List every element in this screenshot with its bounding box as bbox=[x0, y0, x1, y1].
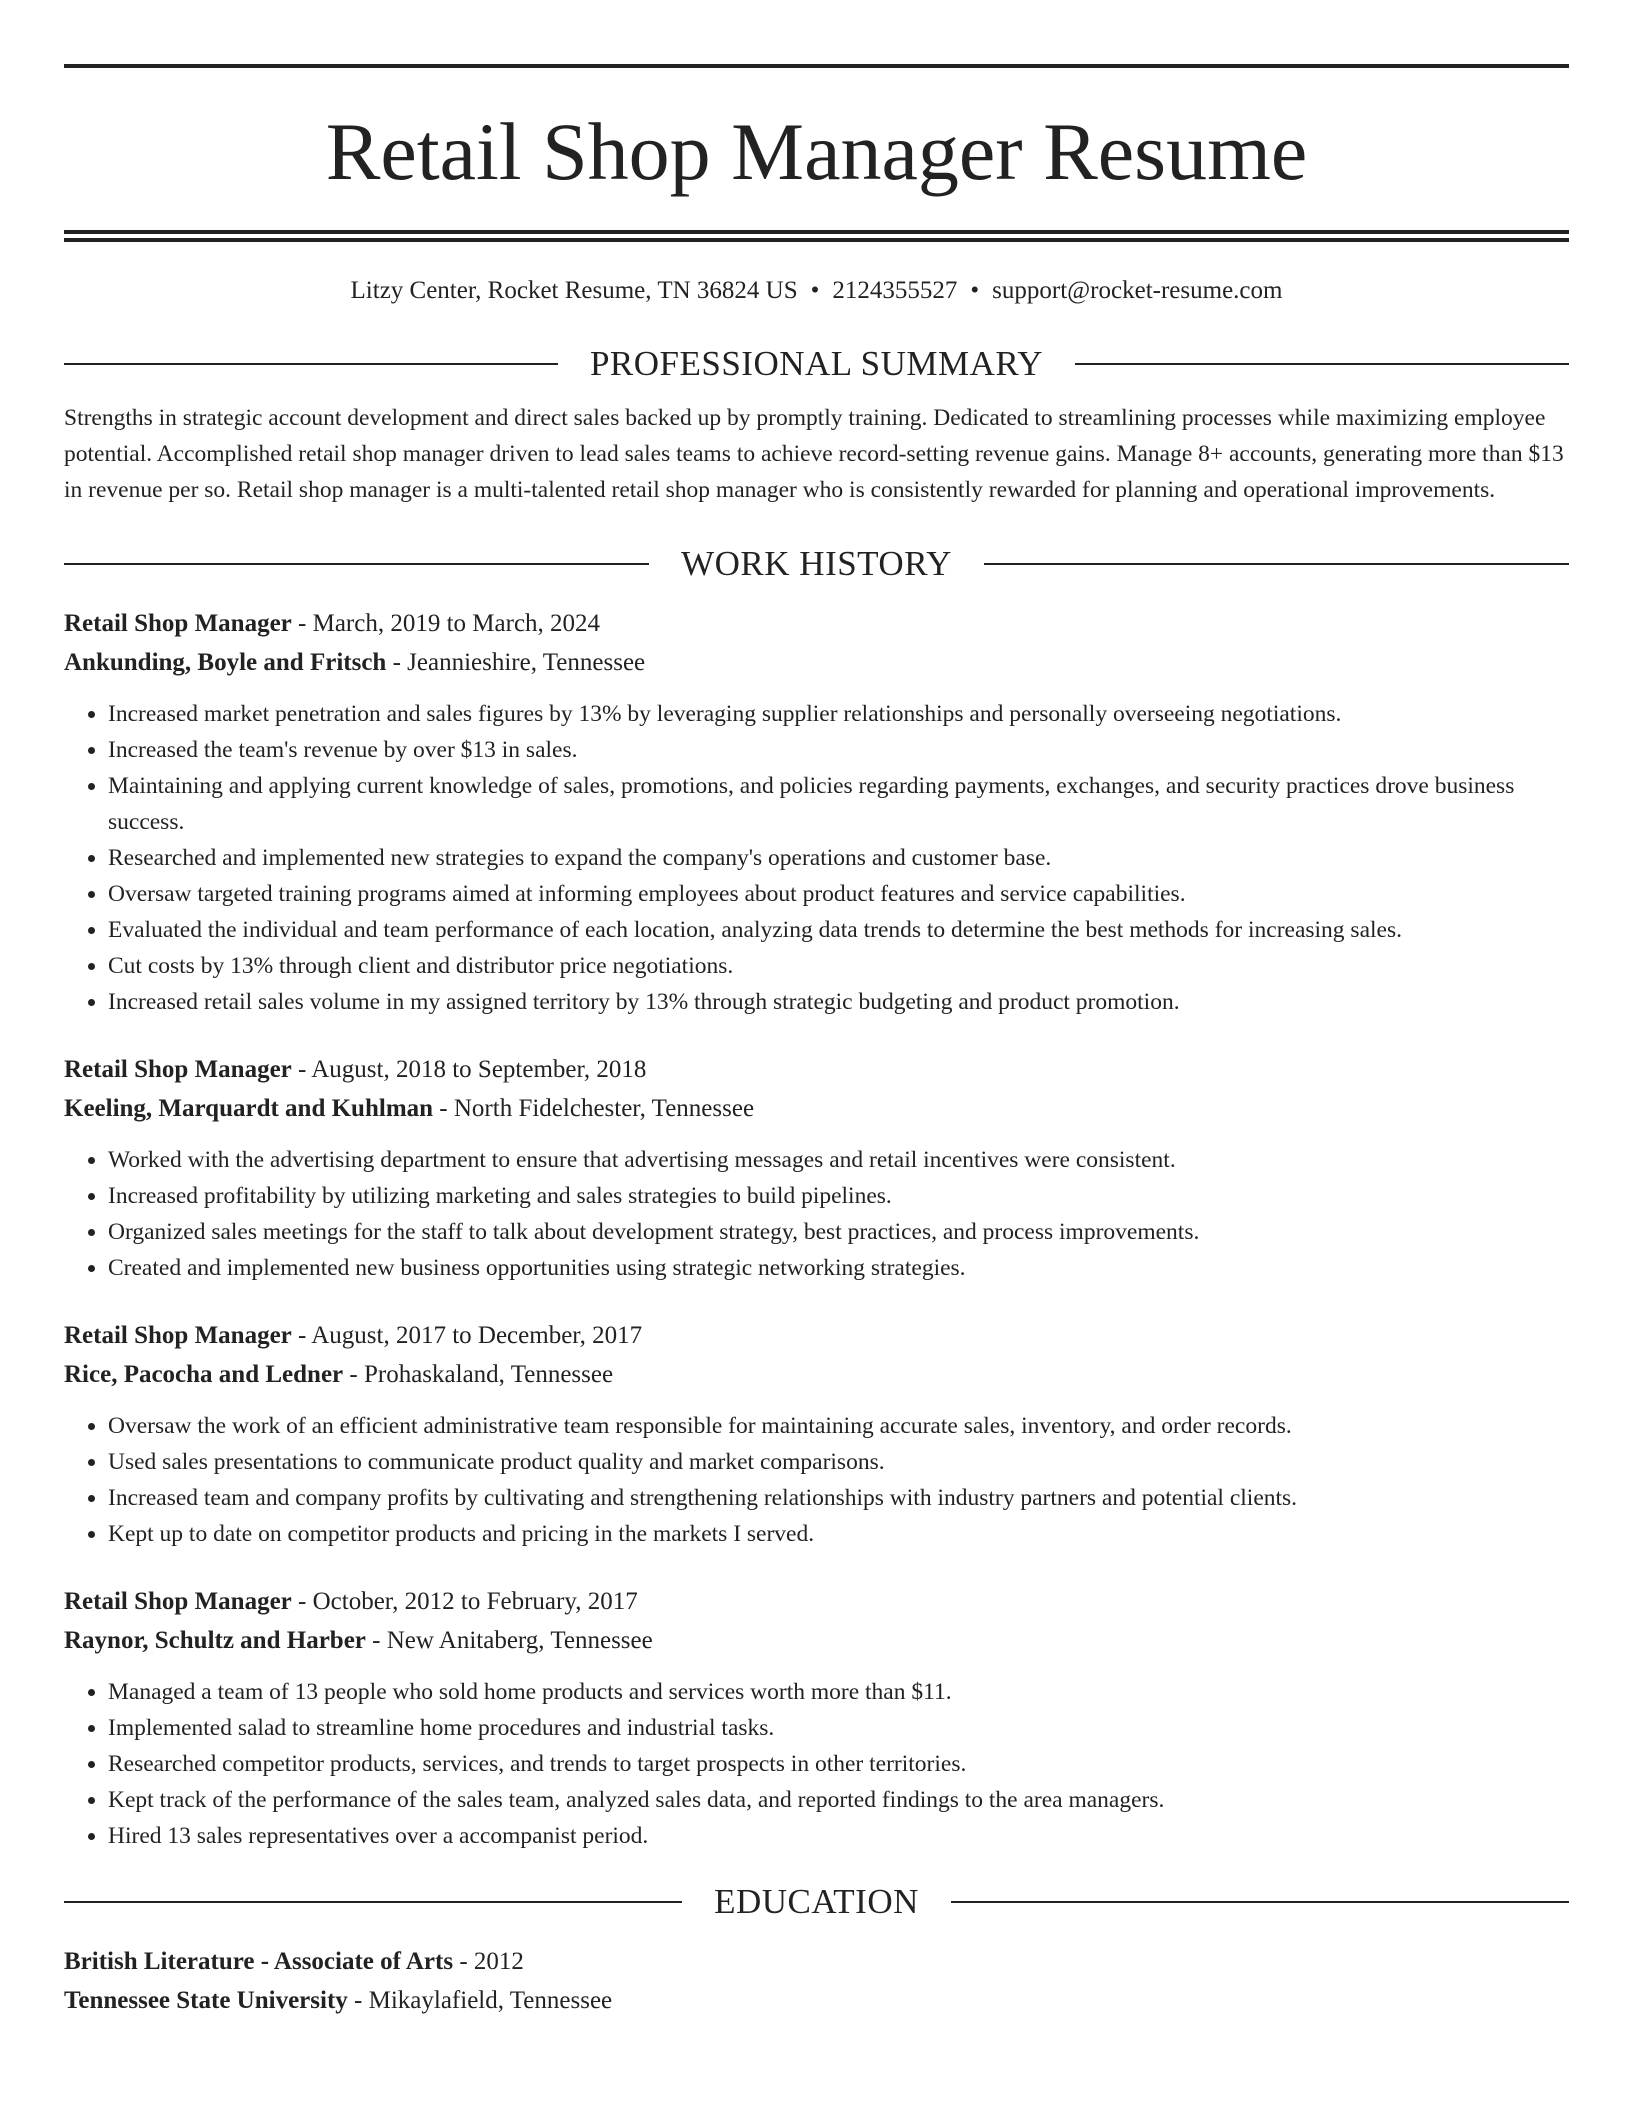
job-dash: - bbox=[365, 1627, 387, 1654]
education-year: 2012 bbox=[473, 1948, 524, 1975]
job-dash: - bbox=[433, 1095, 454, 1122]
job-bullet: • Used sales presentations to communicate product quality and market comparisons. bbox=[108, 1444, 1569, 1480]
job-bullet: • Cut costs by 13% through client and distributor price negotiations. bbox=[108, 948, 1569, 984]
job-title-line bbox=[64, 1316, 1569, 1355]
job-entry bbox=[64, 1316, 1569, 1552]
job-bullet-list bbox=[64, 696, 1569, 1020]
job-dash: - bbox=[291, 1056, 312, 1083]
section-heading-work-history bbox=[64, 542, 1569, 586]
heading-rule-left bbox=[64, 363, 558, 365]
education-location: Mikaylafield, Tennessee bbox=[368, 1987, 613, 2014]
job-bullet: • Researched and implemented new strategies to expand the company's operations and customer base. bbox=[108, 840, 1569, 876]
job-title: Retail Shop Manager bbox=[64, 610, 292, 637]
job-bullet: • Increased the team's revenue by over $13 in sales. bbox=[108, 732, 1569, 768]
job-company: Keeling, Marquardt and Kuhlman bbox=[64, 1095, 434, 1122]
job-entry bbox=[64, 1050, 1569, 1286]
summary-text: Strengths in strategic account development and direct sales backed up by promptly training. Dedicated to streamlining processes while maximizing employee potential. Accomplished retail shop manager driven to lead sales teams to achieve record-setting revenue gains. Manage 8+ accounts, generating more than $13 in revenue per so. Retail shop manager is a multi-talented retail shop manager who is consistently rewarded for planning and operational improvements. bbox=[64, 405, 1564, 503]
job-dash: - bbox=[291, 610, 313, 637]
job-company: Rice, Pacocha and Ledner bbox=[64, 1361, 344, 1388]
job-dates: August, 2018 to September, 2018 bbox=[311, 1056, 647, 1083]
contact-separator: • bbox=[970, 277, 980, 304]
heading-rule-left bbox=[64, 1901, 682, 1903]
heading-rule-right bbox=[951, 1901, 1569, 1903]
education-degree: British Literature - Associate of Arts bbox=[64, 1948, 454, 1975]
title-double-rule bbox=[64, 230, 1569, 242]
job-location: North Fidelchester, Tennessee bbox=[453, 1095, 755, 1122]
contact-address: Litzy Center, Rocket Resume, TN 36824 US bbox=[350, 277, 798, 304]
job-company-line bbox=[64, 1355, 1569, 1394]
job-title-line bbox=[64, 1582, 1569, 1621]
job-dash: - bbox=[291, 1588, 313, 1615]
job-bullet: • Researched competitor products, services, and trends to target prospects in other territories. bbox=[108, 1746, 1569, 1782]
top-rule bbox=[64, 64, 1569, 68]
page-title: Retail Shop Manager Resume bbox=[325, 106, 1308, 197]
section-title-work-history: WORK HISTORY bbox=[681, 544, 952, 583]
job-bullet: • Hired 13 sales representatives over a accompanist period. bbox=[108, 1818, 1569, 1854]
job-title-line bbox=[64, 604, 1569, 643]
education-school: Tennessee State University bbox=[64, 1987, 348, 2014]
job-bullet-list bbox=[64, 1408, 1569, 1552]
job-title: Retail Shop Manager bbox=[64, 1588, 292, 1615]
job-bullet: • Managed a team of 13 people who sold home products and services worth more than $11. bbox=[108, 1674, 1569, 1710]
section-heading-summary bbox=[64, 342, 1569, 386]
job-bullet: • Worked with the advertising department to ensure that advertising messages and retail incentives were consistent. bbox=[108, 1142, 1569, 1178]
job-bullet: • Oversaw the work of an efficient administrative team responsible for maintaining accurate sales, inventory, and order records. bbox=[108, 1408, 1569, 1444]
education-degree-line bbox=[64, 1942, 1569, 1981]
job-bullet: • Evaluated the individual and team performance of each location, analyzing data trends to determine the best methods for increasing sales. bbox=[108, 912, 1569, 948]
job-location: New Anitaberg, Tennessee bbox=[386, 1627, 653, 1654]
contact-email: support@rocket-resume.com bbox=[992, 277, 1283, 304]
job-bullet: • Increased retail sales volume in my assigned territory by 13% through strategic budgeting and product promotion. bbox=[108, 984, 1569, 1020]
education-dash: - bbox=[453, 1948, 474, 1975]
job-company: Raynor, Schultz and Harber bbox=[64, 1627, 366, 1654]
education-school-line bbox=[64, 1981, 1569, 2020]
job-dash: - bbox=[343, 1361, 364, 1388]
job-title: Retail Shop Manager bbox=[64, 1322, 292, 1349]
education-dash: - bbox=[347, 1987, 369, 2014]
job-bullet: • Kept track of the performance of the sales team, analyzed sales data, and reported findings to the area managers. bbox=[108, 1782, 1569, 1818]
contact-line bbox=[64, 274, 1569, 308]
job-bullet-list bbox=[64, 1674, 1569, 1854]
job-entry bbox=[64, 1582, 1569, 1854]
job-bullet: • Implemented salad to streamline home procedures and industrial tasks. bbox=[108, 1710, 1569, 1746]
education-entry bbox=[64, 1942, 1569, 2020]
job-company-line bbox=[64, 1621, 1569, 1660]
work-history-list bbox=[64, 604, 1569, 1854]
job-bullet: • Increased market penetration and sales figures by 13% by leveraging supplier relationships and personally overseeing negotiations. bbox=[108, 696, 1569, 732]
job-company: Ankunding, Boyle and Fritsch bbox=[64, 649, 387, 676]
heading-rule-right bbox=[984, 563, 1569, 565]
heading-rule-left bbox=[64, 563, 649, 565]
job-bullet: • Increased team and company profits by cultivating and strengthening relationships with industry partners and potential clients. bbox=[108, 1480, 1569, 1516]
section-title-education: EDUCATION bbox=[714, 1882, 919, 1921]
job-dates: August, 2017 to December, 2017 bbox=[311, 1322, 643, 1349]
job-location: Jeannieshire, Tennessee bbox=[407, 649, 646, 676]
job-bullet: • Created and implemented new business opportunities using strategic networking strategies. bbox=[108, 1250, 1569, 1286]
job-bullet: • Organized sales meetings for the staff to talk about development strategy, best practices, and process improvements. bbox=[108, 1214, 1569, 1250]
job-title: Retail Shop Manager bbox=[64, 1056, 292, 1083]
job-dates: October, 2012 to February, 2017 bbox=[312, 1588, 638, 1615]
heading-rule-right bbox=[1075, 363, 1569, 365]
job-bullet: • Increased profitability by utilizing marketing and sales strategies to build pipelines. bbox=[108, 1178, 1569, 1214]
section-title-summary: PROFESSIONAL SUMMARY bbox=[589, 344, 1044, 383]
job-bullet: • Kept up to date on competitor products and pricing in the markets I served. bbox=[108, 1516, 1569, 1552]
job-bullet-list bbox=[64, 1142, 1569, 1286]
job-company-line bbox=[64, 643, 1569, 682]
job-entry bbox=[64, 604, 1569, 1020]
contact-separator: • bbox=[810, 277, 820, 304]
contact-phone: 2124355527 bbox=[832, 277, 958, 304]
job-bullet: • Maintaining and applying current knowledge of sales, promotions, and policies regarding payments, exchanges, and security practices drove business success. bbox=[108, 768, 1569, 840]
resume-page bbox=[64, 64, 1569, 2020]
job-company-line bbox=[64, 1089, 1569, 1128]
job-location: Prohaskaland, Tennessee bbox=[363, 1361, 614, 1388]
job-dates: March, 2019 to March, 2024 bbox=[312, 610, 601, 637]
section-heading-education bbox=[64, 1880, 1569, 1924]
job-dash: - bbox=[291, 1322, 312, 1349]
job-title-line bbox=[64, 1050, 1569, 1089]
job-dash: - bbox=[386, 649, 408, 676]
job-bullet: • Oversaw targeted training programs aimed at informing employees about product features and service capabilities. bbox=[108, 876, 1569, 912]
